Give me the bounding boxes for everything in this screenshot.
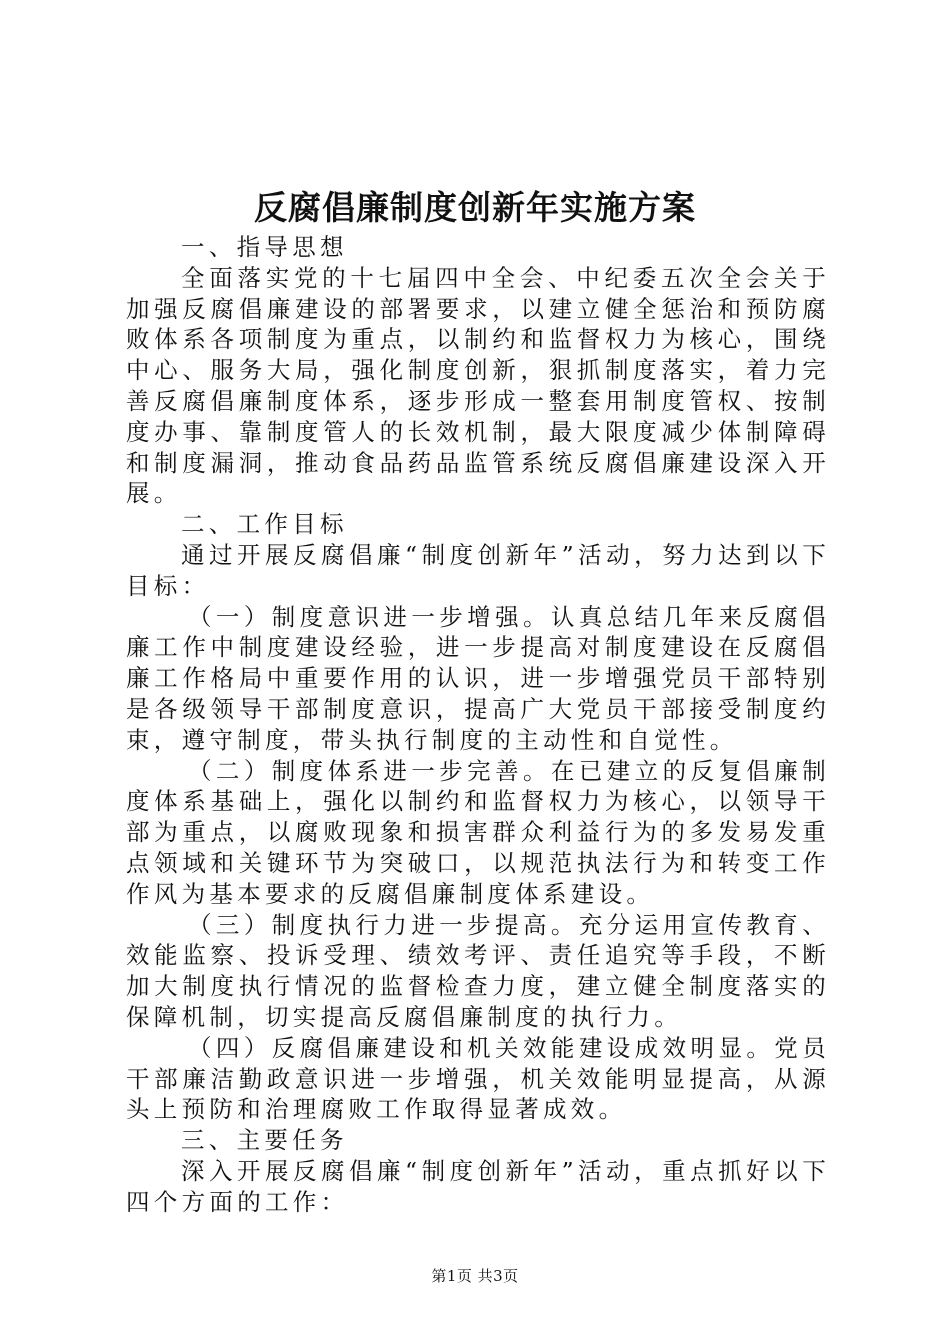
section-heading-guiding-ideology: 一、指导思想 [181,233,348,261]
page-footer: 第1页 共3页 [431,1267,519,1285]
paragraph-work-goals-intro: 通过开展反腐倡廉“制度创新年”活动，努力达到以下目标： [126,540,830,600]
section-heading-work-goals: 二、工作目标 [181,510,348,539]
paragraph-goal-1: （一）制度意识进一步增强。认真总结几年来反腐倡廉工作中制度建设经验，进一步提高对制度建设在反腐倡廉工作格局中重要作用的认识，进一步增强党员干部特别是各级领导干部制度意识，提高广大党员干部接受制度约束，遵守制度，带头执行制度的主动性和自觉性。 [126,602,830,754]
paragraph-goal-4: （四）反腐倡廉建设和机关效能建设成效明显。党员干部廉洁勤政意识进一步增强，机关效能明显提高，从源头上预防和治理腐败工作取得显著成效。 [126,1033,830,1124]
paragraph-goal-2: （二）制度体系进一步完善。在已建立的反复倡廉制度体系基础上，强化以制约和监督权力为核心，以领导干部为重点，以腐败现象和损害群众利益行为的多发易发重点领域和关键环节为突破口，以规范执法行为和转变工作作风为基本要求的反腐倡廉制度体系建设。 [126,756,830,908]
section-heading-main-tasks: 三、主要任务 [181,1126,348,1155]
document-body [126,232,830,1218]
paragraph-goal-3: （三）制度执行力进一步提高。充分运用宣传教育、效能监察、投诉受理、绩效考评、责任追究等手段，不断加大制度执行情况的监督检查力度，建立健全制度落实的保障机制，切实提高反腐倡廉制度的执行力。 [126,910,830,1031]
paragraph-main-tasks-intro: 深入开展反腐倡廉“制度创新年”活动，重点抓好以下四个方面的工作： [126,1156,830,1216]
document-title: 反腐倡廉制度创新年实施方案 [254,188,696,227]
paragraph-guiding-ideology: 全面落实党的十七届四中全会、中纪委五次全会关于加强反腐倡廉建设的部署要求，以建立健全惩治和预防腐败体系各项制度为重点，以制约和监督权力为核心，围绕中心、服务大局，强化制度创新，狠抓制度落实，着力完善反腐倡廉制度体系，逐步形成一整套用制度管权、按制度办事、靠制度管人的长效机制，最大限度减少体制障碍和制度漏洞，推动食品药品监管系统反腐倡廉建设深入开展。 [126,263,830,508]
